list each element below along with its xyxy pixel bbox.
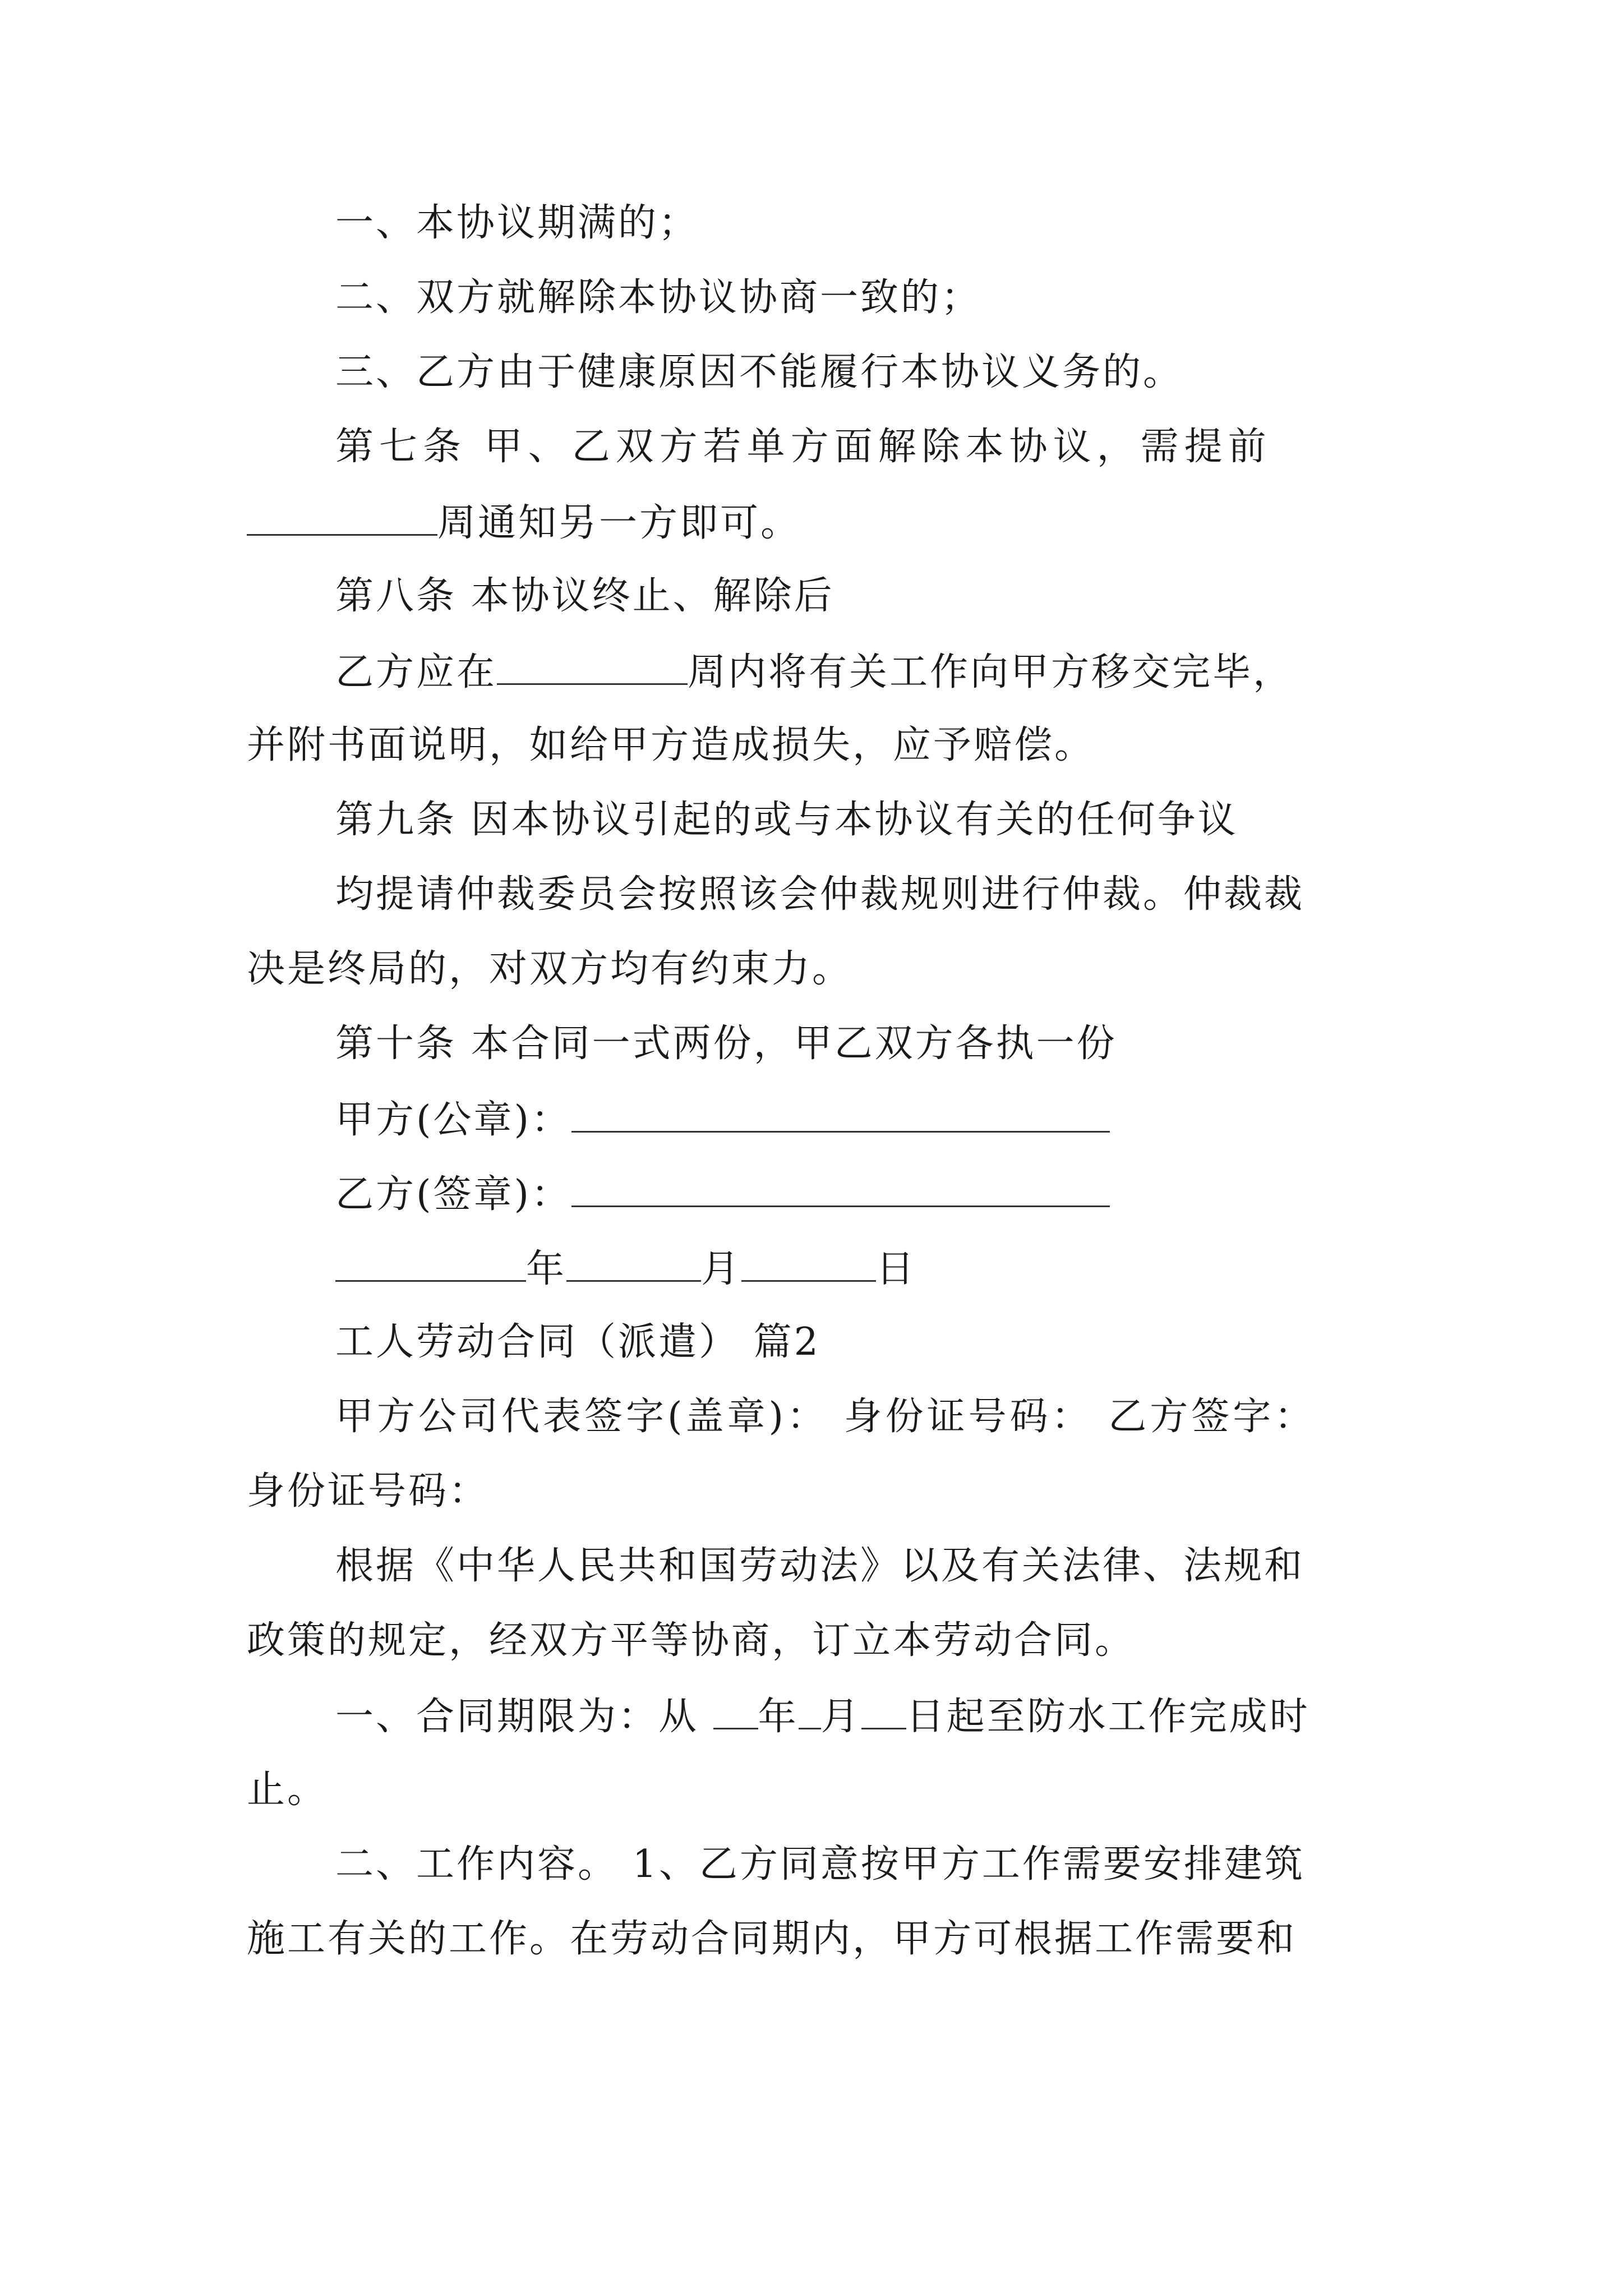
year-label: 年 <box>526 1247 567 1291</box>
text-run: 日起至防水工作完成时 <box>906 1695 1310 1739</box>
party-a-seal-field[interactable] <box>571 1092 1110 1133</box>
party-b-sign-label: 乙方(签章)： <box>335 1172 572 1217</box>
party-b-sign-field[interactable] <box>571 1166 1110 1207</box>
paragraph-line: 决是终局的，对双方均有约束力。 <box>247 947 853 991</box>
article-7-continuation <box>247 495 801 550</box>
paragraph-line: 根据《中华人民共和国劳动法》以及有关法律、法规和 <box>335 1544 1305 1588</box>
party-a-seal-line <box>335 1092 1110 1147</box>
article-9-heading: 第九条 因本协议引起的或与本协议有关的任何争议 <box>335 798 1238 842</box>
year-blank[interactable] <box>713 1688 758 1729</box>
article-7-line: 第七条 甲、乙双方若单方面解除本协议，需提前 <box>335 425 1272 469</box>
paragraph-line: 并附书面说明，如给甲方造成损失，应予赔偿。 <box>247 723 1095 767</box>
text-run: 周通知另一方即可。 <box>437 501 801 545</box>
text-run: 年 <box>758 1695 799 1739</box>
id-number-line: 身份证号码： <box>247 1469 490 1513</box>
paragraph-line: 施工有关的工作。在劳动合同期内，甲方可根据工作需要和 <box>247 1917 1297 1961</box>
signature-line: 甲方公司代表签字(盖章)： 身份证号码： 乙方签字： <box>335 1395 1316 1439</box>
party-b-sign-line <box>335 1166 1110 1222</box>
section-title: 工人劳动合同（派遣） 篇2 <box>335 1320 820 1364</box>
contract-term-line <box>335 1688 1310 1744</box>
article-10-heading: 第十条 本合同一式两份，甲乙双方各执一份 <box>335 1022 1117 1066</box>
text-run: 月 <box>820 1695 861 1739</box>
text-run: 乙方应在 <box>335 650 497 694</box>
paragraph-line: 三、乙方由于健康原因不能履行本协议义务的。 <box>335 350 1184 394</box>
article-8-heading: 第八条 本协议终止、解除后 <box>335 574 834 618</box>
day-label: 日 <box>876 1247 917 1291</box>
paragraph-line: 二、双方就解除本协议协商一致的； <box>335 275 982 320</box>
fill-blank[interactable] <box>247 495 437 536</box>
paragraph-line: 政策的规定，经双方平等协商，订立本劳动合同。 <box>247 1618 1136 1663</box>
date-line <box>335 1241 916 1296</box>
paragraph-line: 均提请仲裁委员会按照该会仲裁规则进行仲裁。仲裁裁 <box>335 872 1305 917</box>
fill-blank[interactable] <box>497 644 688 685</box>
month-label: 月 <box>701 1247 742 1291</box>
paragraph-line: 二、工作内容。 1、乙方同意按甲方工作需要安排建筑 <box>335 1842 1305 1887</box>
paragraph-line: 止。 <box>247 1768 328 1812</box>
day-blank[interactable] <box>741 1241 876 1282</box>
paragraph-line: 一、本协议期满的； <box>335 201 699 245</box>
text-run: 一、合同期限为：从 <box>335 1695 713 1739</box>
year-blank[interactable] <box>335 1241 526 1282</box>
month-blank[interactable] <box>566 1241 701 1282</box>
party-a-seal-label: 甲方(公章)： <box>335 1098 572 1142</box>
month-blank[interactable] <box>799 1688 821 1729</box>
text-run: 周内将有关工作向甲方移交完毕， <box>688 650 1294 694</box>
day-blank[interactable] <box>861 1688 906 1729</box>
article-8-line <box>335 644 1293 700</box>
